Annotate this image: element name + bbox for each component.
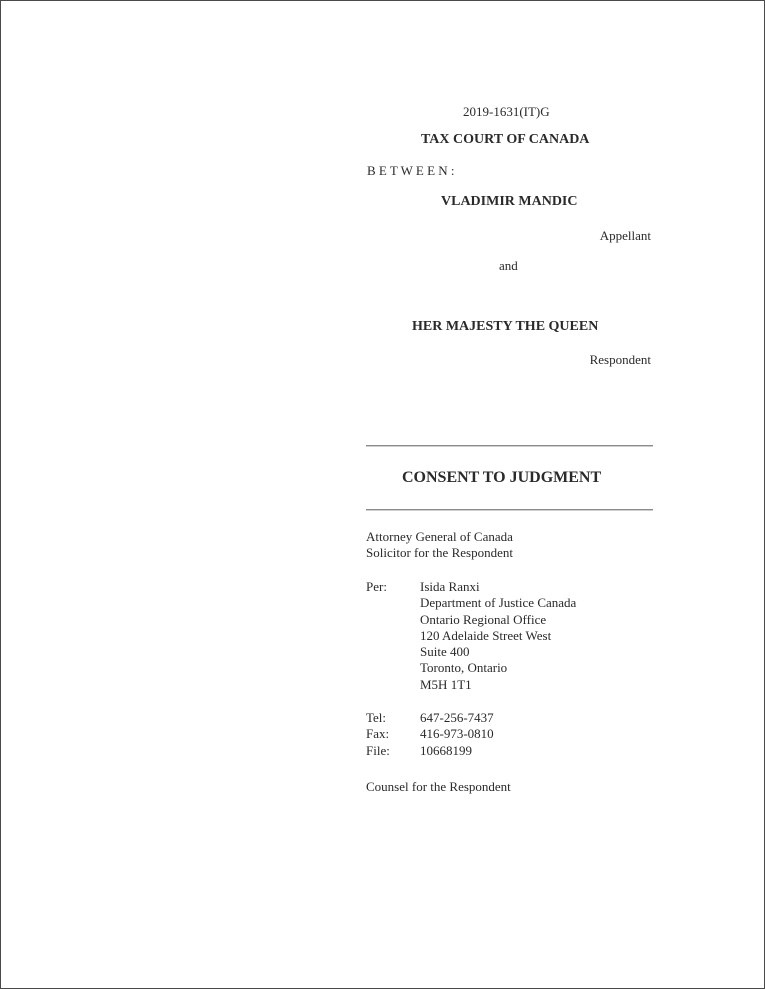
office-line: Ontario Regional Office	[420, 611, 547, 627]
counsel-name: Isida Ranxi	[420, 579, 480, 594]
court-file-number: 2019-1631(IT)G	[463, 104, 550, 119]
and-conjunction: and	[499, 258, 518, 273]
fax-number: 416-973-0810	[420, 726, 494, 742]
per-label: Per:	[366, 579, 387, 594]
solicitor-block	[366, 529, 513, 562]
file-number: 10668199	[420, 742, 472, 758]
department-line: Department of Justice Canada	[420, 595, 577, 611]
court-name: TAX COURT OF CANADA	[421, 132, 590, 147]
respondent-name: HER MAJESTY THE QUEEN	[412, 319, 599, 334]
counsel-address	[420, 579, 576, 693]
appellant-name: VLADIMIR MANDIC	[441, 194, 578, 209]
appellant-role: Appellant	[599, 228, 651, 243]
document-title: CONSENT TO JUDGMENT	[402, 469, 602, 486]
tel-label: Tel:	[366, 710, 387, 725]
city-line: Toronto, Ontario	[420, 660, 508, 676]
solicitor-line: Solicitor for the Respondent	[366, 545, 513, 561]
counsel-closing: Counsel for the Respondent	[366, 779, 511, 794]
respondent-role: Respondent	[589, 352, 651, 367]
between-label: B E T W E E N :	[367, 163, 455, 178]
tel-number: 647-256-7437	[420, 710, 494, 725]
postal-code-line: M5H 1T1	[420, 676, 472, 692]
contact-labels	[366, 710, 390, 759]
file-label: File:	[366, 742, 390, 758]
attorney-general-line: Attorney General of Canada	[366, 529, 513, 544]
suite-line: Suite 400	[420, 644, 470, 660]
title-bottom-rule	[366, 509, 653, 511]
contact-values	[420, 710, 494, 759]
title-top-rule	[366, 445, 653, 447]
fax-label: Fax:	[366, 726, 390, 742]
street-line: 120 Adelaide Street West	[420, 627, 552, 643]
